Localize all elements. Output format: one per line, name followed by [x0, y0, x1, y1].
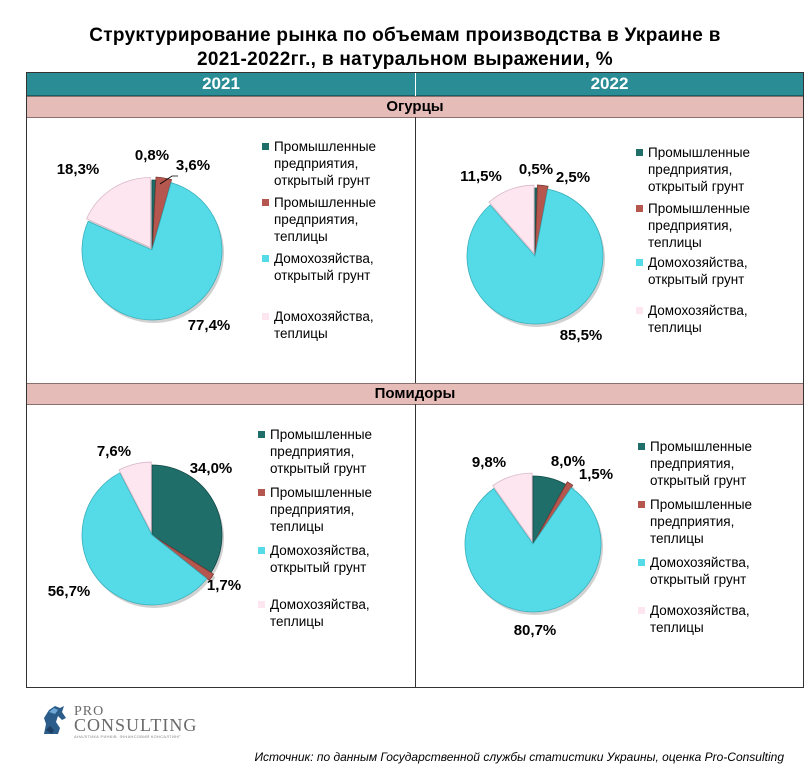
legend-swatch: [638, 501, 645, 508]
legend-label: Домохозяйства,: [650, 603, 750, 618]
legend-item: [638, 496, 752, 547]
legend-swatch: [258, 547, 265, 554]
legend-label: теплицы: [648, 320, 702, 335]
legend-label: теплицы: [270, 519, 324, 534]
legend-label: Домохозяйства,: [274, 309, 374, 324]
legend-label: открытый грунт: [650, 572, 747, 587]
legend-label: Промышленные: [274, 139, 377, 154]
data-label: 2,5%: [555, 169, 591, 186]
data-label: 85,5%: [559, 327, 603, 344]
legend-swatch: [262, 199, 269, 206]
logo-text-pro: PRO: [74, 704, 105, 719]
logo-text-consulting: CONSULTING: [74, 715, 198, 735]
legend-item: [262, 308, 374, 342]
legend-label: Промышленные: [270, 427, 373, 442]
legend-label: открытый грунт: [270, 461, 367, 476]
legend-swatch: [638, 607, 645, 614]
legend-label: Домохозяйства,: [270, 543, 370, 558]
pie-1: [460, 161, 605, 344]
legend-label: Промышленные: [270, 485, 373, 500]
legend-label: предприятия,: [650, 514, 735, 529]
legend-label: Домохозяйства,: [274, 251, 374, 266]
data-label: 9,8%: [471, 454, 507, 471]
year-header-2022: 2022: [416, 73, 803, 97]
horse-logo-icon: [40, 704, 70, 736]
pie-2: [48, 443, 241, 608]
pie-3: [465, 453, 613, 639]
legend-swatch: [262, 255, 269, 262]
legend-swatch: [636, 149, 643, 156]
data-label: 0,5%: [518, 161, 554, 178]
legend-label: Промышленные: [648, 145, 751, 160]
data-label: 1,7%: [206, 577, 242, 594]
legend-label: предприятия,: [274, 156, 359, 171]
legend-item: [636, 302, 748, 336]
data-label: 7,6%: [96, 443, 132, 460]
legend-label: открытый грунт: [648, 179, 745, 194]
legend-swatch: [262, 313, 269, 320]
legend-item: [258, 596, 370, 630]
legend-item: [636, 144, 750, 195]
legend-label: предприятия,: [270, 444, 355, 459]
legend-label: Промышленные: [648, 201, 751, 216]
legend-item: [262, 250, 374, 284]
legend-item: [636, 254, 748, 288]
chart-title-line2: 2021-2022гг., в натуральном выражении, %: [197, 49, 613, 70]
category-header-tomatoes: Помидоры: [27, 383, 803, 405]
legend-label: открытый грунт: [650, 473, 747, 488]
legend-label: теплицы: [650, 620, 704, 635]
legend-item: [258, 542, 370, 576]
year-header-2021: 2021: [27, 73, 415, 97]
legend-swatch: [636, 307, 643, 314]
legend-label: Домохозяйства,: [648, 303, 748, 318]
data-label: 11,5%: [460, 168, 502, 185]
legend-label: Домохозяйства,: [650, 555, 750, 570]
legend-swatch: [258, 601, 265, 608]
source-note: Источник: по данным Государственной службы статистики Украины, оценка Pro-Consulting: [254, 750, 784, 764]
category-header-cucumbers: Огурцы: [27, 96, 803, 118]
legend-item: [258, 426, 372, 477]
legend-label: открытый грунт: [274, 173, 371, 188]
logo-tagline: АНАЛІТИКА РИНКІВ. ФІНАНСОВИЙ КОНСАЛТИНГ: [74, 734, 181, 739]
legend-item: [638, 438, 752, 489]
pro-consulting-logo: [40, 704, 198, 739]
legend-item: [638, 554, 750, 588]
legend-item: [262, 194, 376, 245]
data-label: 1,5%: [578, 466, 614, 483]
legend-label: теплицы: [274, 326, 328, 341]
data-label: 18,3%: [56, 161, 100, 178]
legend-label: предприятия,: [648, 218, 733, 233]
legend-label: Промышленные: [650, 497, 753, 512]
legend-swatch: [258, 489, 265, 496]
legend-label: теплицы: [274, 229, 328, 244]
legend-swatch: [638, 559, 645, 566]
legend-label: открытый грунт: [648, 272, 745, 287]
legend-item: [636, 200, 750, 251]
legend-label: предприятия,: [270, 502, 355, 517]
legend-label: Промышленные: [650, 439, 753, 454]
data-label: 80,7%: [513, 622, 557, 639]
data-label: 8,0%: [550, 453, 586, 470]
legend-label: Домохозяйства,: [648, 255, 748, 270]
legend-label: Промышленные: [274, 195, 377, 210]
legend-swatch: [636, 205, 643, 212]
data-label: 0,8%: [134, 147, 170, 164]
legend-item: [638, 602, 750, 636]
legend-swatch: [258, 431, 265, 438]
chart-title-line1: Структурирование рынка по объемам производства в Украине в: [89, 25, 721, 46]
legend-swatch: [638, 443, 645, 450]
data-label: 3,6%: [175, 157, 211, 174]
legend-item: [262, 138, 376, 189]
data-label: 77,4%: [187, 317, 231, 334]
legend-swatch: [636, 259, 643, 266]
legend-label: предприятия,: [274, 212, 359, 227]
legend-label: теплицы: [650, 531, 704, 546]
legend-label: Домохозяйства,: [270, 597, 370, 612]
legend-label: теплицы: [648, 235, 702, 250]
legend-swatch: [262, 143, 269, 150]
pie-0: [57, 147, 231, 334]
data-label: 56,7%: [47, 583, 91, 600]
data-label: 34,0%: [189, 460, 233, 477]
legend-label: предприятия,: [650, 456, 735, 471]
legend-item: [258, 484, 372, 535]
legend-label: открытый грунт: [274, 268, 371, 283]
legend-label: открытый грунт: [270, 560, 367, 575]
legend-label: предприятия,: [648, 162, 733, 177]
legend-label: теплицы: [270, 614, 324, 629]
